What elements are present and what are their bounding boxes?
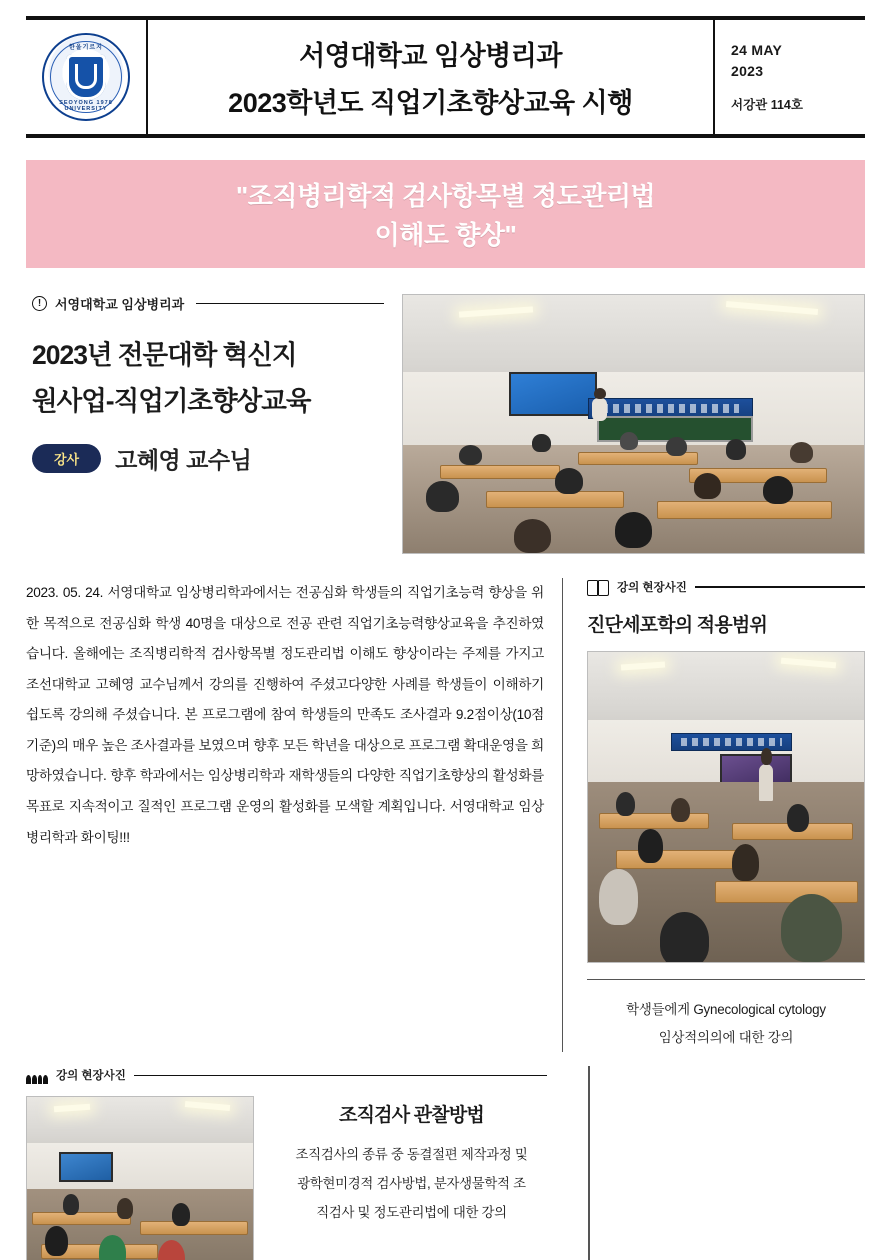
lecturer-name: 고혜영 교수님: [115, 447, 252, 474]
intro-headline-line1: 2023년 전문대학 혁신지: [32, 340, 297, 370]
bottom-title: 조직검사 관찰방법: [339, 1105, 484, 1127]
photo-student: [763, 476, 793, 504]
theme-banner-line2: 이해도 향상": [374, 220, 517, 250]
photo-student: [732, 844, 760, 881]
photo-event-banner: [671, 733, 792, 752]
intro-headline-line2: 원사업-직업기초향상교육: [32, 385, 311, 416]
sidebar-section-rule: [695, 586, 865, 587]
lecturer-row: [32, 442, 384, 475]
bottom-description-line1: 조직검사의 종류 중 동결절편 제작과정 및: [295, 1147, 528, 1163]
header-meta-block: [715, 20, 865, 134]
photo-projector-screen: [509, 372, 597, 416]
emblem-bottom-text: SEOYONG 1978 UNIVERSITY: [59, 100, 113, 112]
intro-text-column: [26, 294, 384, 554]
sidebar-caption-line1: 학생들에게 Gynecological cytology: [626, 1002, 826, 1017]
lecturer-badge: 강사: [32, 444, 101, 473]
photo-student: [459, 445, 482, 466]
bottom-content-row: [26, 1096, 547, 1260]
bottom-section-label: 강의 현장사진: [56, 1070, 126, 1083]
page-title-line1: 서영대학교 임상병리과: [299, 41, 562, 71]
photo-desk: [440, 465, 560, 479]
photo-student: [694, 473, 722, 499]
bottom-text-column: [276, 1096, 547, 1260]
bottom-section-header: [26, 1066, 547, 1084]
photo-lecturer: [759, 764, 773, 801]
event-date-line1: 24 MAY: [731, 41, 783, 58]
sidebar-caption-line2: 임상적의의에 대한 강의: [658, 1030, 794, 1046]
university-emblem-icon: [42, 33, 130, 121]
bottom-left-column: [26, 1066, 566, 1260]
intro-kicker: [32, 294, 384, 313]
event-date-line2: 2023: [731, 63, 764, 79]
article-column: [26, 578, 563, 1052]
intro-kicker-label: 서영대학교 임상병리과: [55, 297, 185, 312]
photo-student: [172, 1203, 190, 1226]
photo-lecturer: [592, 398, 607, 421]
open-book-icon: [587, 578, 609, 596]
photo-desk: [32, 1212, 131, 1225]
bottom-description-line3: 직검사 및 정도관리법에 대한 강의: [316, 1204, 507, 1220]
photo-student: [726, 439, 747, 460]
article-body: 2023. 05. 24. 서영대학교 임상병리학과에서는 전공심화 학생들의 직업기초능력 향상을 위한 목적으로 전공심화 학생 40명을 대상으로 전공 관련 직업기초능력향상교육을 추진하였습니다. 올해에는 조직병리학적 검사항목별 정도관리법 이해도 향상이라는 주제를 가지고 조선대학교 고혜영 교수님께서 강의를 진행하여 주셨고다양한 사례를 학생들이 이해하기 쉽도록 강의해 주셨습니다. 본 프로그램에 참여 학생들의 만족도 조사결과 9.2점이상(10점 기준)의 매우 높은 조사결과를 보였으며 향후 모든 학년을 대상으로 프로그램 확대운영을 희망하였습니다. 향후 학과에서는 임상병리학과 재학생들의 다양한 직업기초향상의 활성화를 목표로 지속적이고 질적인 프로그램 운영의 활성화를 모색할 계획입니다. 서영대학교 임상병리학과 화이팅!!!: [26, 585, 544, 845]
photo-student: [790, 442, 813, 463]
logo-container: [26, 20, 146, 134]
lecture-hall-photo-main: [402, 294, 865, 554]
sidebar-section-header: [587, 578, 865, 596]
sidebar-subtitle: 진단세포학의 적용범위: [587, 615, 768, 636]
sidebar-photo-column: [585, 578, 865, 1052]
bottom-description: [276, 1141, 547, 1227]
photo-desk: [657, 501, 832, 519]
intro-headline: [32, 333, 384, 424]
photo-lecturer-head: [761, 748, 772, 765]
theme-banner-line1: "조직병리학적 검사항목별 정도관리법: [235, 181, 656, 211]
emblem-shield-icon: [66, 54, 106, 100]
bottom-vertical-divider: [588, 1066, 590, 1260]
photo-student: [426, 481, 458, 512]
header-title-block: [146, 20, 715, 134]
photo-student: [616, 792, 635, 817]
photo-desk: [599, 813, 709, 829]
audience-icon: [26, 1066, 48, 1084]
sidebar-caption: [587, 979, 865, 1052]
kicker-rule: [196, 303, 384, 305]
photo-student: [45, 1226, 68, 1256]
photo-desk: [486, 491, 624, 508]
photo-student: [781, 894, 842, 962]
photo-student: [532, 434, 550, 452]
lecture-hall-photo-bottom: [26, 1096, 254, 1260]
photo-student: [599, 869, 638, 925]
photo-student: [117, 1198, 133, 1219]
photo-student: [666, 437, 687, 456]
photo-lecturer-head: [594, 388, 606, 400]
bottom-section: [26, 1066, 865, 1260]
photo-student: [63, 1194, 79, 1215]
theme-banner: [26, 160, 865, 268]
event-room: 서강관 114호: [731, 97, 803, 112]
info-circle-icon: !: [32, 296, 47, 311]
photo-student: [555, 468, 583, 494]
intro-section: [26, 294, 865, 554]
sidebar-section-label: 강의 현장사진: [617, 582, 687, 594]
photo-student: [615, 512, 652, 548]
bottom-description-line2: 광학현미경적 검사방법, 분자생물학적 조: [297, 1176, 526, 1192]
content-section: [26, 578, 865, 1052]
photo-desk: [616, 850, 743, 869]
photo-student: [638, 829, 663, 863]
photo-desk: [140, 1221, 248, 1235]
photo-student: [787, 804, 809, 832]
photo-desk: [715, 881, 859, 903]
lecture-hall-photo-right: [587, 651, 865, 963]
photo-student: [514, 519, 551, 553]
bottom-section-rule: [134, 1075, 547, 1076]
photo-projector-screen: [59, 1152, 113, 1182]
page-title-line2: 2023학년도 직업기초향상교육 시행: [228, 88, 633, 118]
photo-student: [671, 798, 690, 823]
photo-student: [660, 912, 710, 963]
page-header: [26, 20, 865, 138]
emblem-top-text: 한울기르지: [69, 45, 103, 51]
photo-student: [620, 432, 638, 450]
